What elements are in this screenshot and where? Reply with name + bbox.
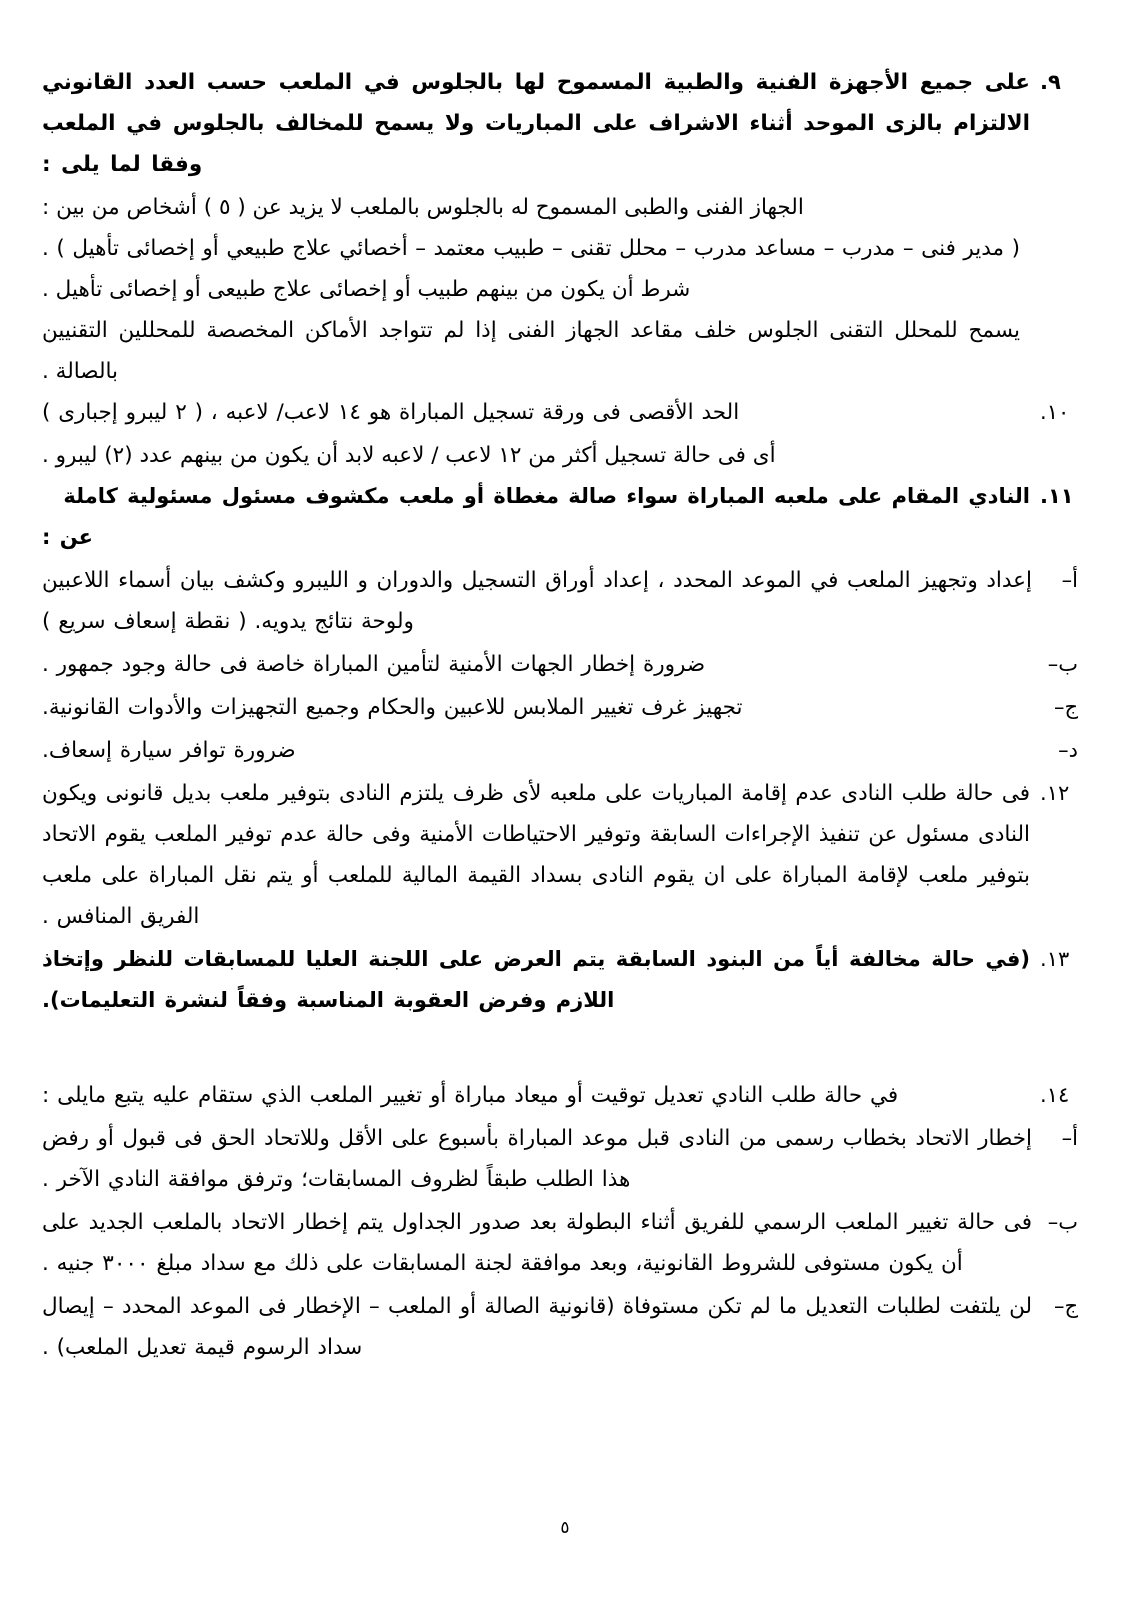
list-item-11-sub-a xyxy=(42,560,1078,642)
list-item-14-sub-b-text: فى حالة تغيير الملعب الرسمي للفريق أثناء البطولة بعد صدور الجداول يتم إخطار الاتحاد بالملعب الجديد على أن يكون مستوفى للشروط القانونية، وبعد موافقة لجنة المسابقات على ذلك مع سداد مبلغ ٣٠٠٠ جنيه . xyxy=(42,1210,1032,1276)
list-item-13 xyxy=(42,939,1078,1021)
list-item-9 xyxy=(42,62,1078,185)
list-item-14-sub-c xyxy=(42,1286,1078,1368)
list-item-14-paragraph: في حالة طلب النادي تعديل توقيت أو ميعاد مباراة أو تغيير الملعب الذي ستقام عليه يتبع مايلى : xyxy=(42,1083,899,1108)
list-item-11-sub-d-letter: د– xyxy=(1058,738,1078,762)
list-item-11-body xyxy=(42,476,1030,558)
list-item-11-sub-b-text: ضرورة إخطار الجهات الأمنية لتأمين المباراة خاصة فى حالة وجود جمهور . xyxy=(42,652,706,677)
list-item-11 xyxy=(42,476,1078,558)
list-item-13-body xyxy=(42,939,1030,1021)
list-item-14-sub-c-letter: ج– xyxy=(1053,1294,1078,1318)
list-item-14-number: ١٤. xyxy=(1040,1083,1070,1107)
list-item-9-paragraph-3: يسمح للمحلل التقنى الجلوس خلف مقاعد الجهاز الفنى إذا لم تتواجد الأماكن المخصصة للمحللين التقنيين بالصالة . xyxy=(42,318,1020,384)
list-item-14-sub-a-letter: أ– xyxy=(1061,1126,1078,1150)
list-item-13-number: ١٣. xyxy=(1040,947,1070,971)
list-item-9-number: ٩. xyxy=(1040,70,1061,94)
list-item-14-sub-a xyxy=(42,1118,1078,1200)
list-item-10-paragraph-2: أى فى حالة تسجيل أكثر من ١٢ لاعب / لاعبه لابد أن يكون من بينهم عدد (٢) ليبرو . xyxy=(42,443,776,468)
list-item-11-sub-a-body xyxy=(42,560,1032,642)
list-item-14-sub-a-text: إخطار الاتحاد بخطاب رسمى من النادى قبل موعد المباراة بأسبوع على الأقل وللاتحاد الحق فى قبول أو رفض هذا الطلب طبقاً لظروف المسابقات؛ وترفق موافقة النادي الآخر . xyxy=(42,1126,1032,1192)
document-body xyxy=(42,62,1078,1368)
list-item-11-heading: النادي المقام على ملعبه المباراة سواء صالة مغطاة أو ملعب مكشوف مسئول مسئولية كاملة عن : xyxy=(42,484,1030,549)
list-item-11-sub-c-text: تجهيز غرف تغيير الملابس للاعبين والحكام وجميع التجهيزات والأدوات القانونية. xyxy=(42,695,743,720)
list-item-11-sub-a-letter: أ– xyxy=(1061,568,1078,592)
list-item-14-sub-b-body xyxy=(42,1202,1032,1284)
list-item-10-number: ١٠. xyxy=(1040,400,1070,424)
list-item-14 xyxy=(42,1075,1078,1116)
list-item-11-sub-b-body xyxy=(42,644,1032,685)
list-item-11-sub-d-body xyxy=(42,730,1032,771)
list-item-14-sub-b-letter: ب– xyxy=(1047,1210,1078,1234)
list-item-9-heading: على جميع الأجهزة الفنية والطبية المسموح لها بالجلوس في الملعب حسب العدد القانوني الالتزام بالزى الموحد أثناء الاشراف على المباريات ولا يسمح للمخالف بالجلوس في الملعب وفقا لما يلى : xyxy=(42,70,1030,177)
list-item-9-paragraph-1: الجهاز الفنى والطبى المسموح له بالجلوس بالملعب لا يزيد عن ( ٥ ) أشخاص من بين : xyxy=(42,195,804,220)
list-item-11-sub-d-text: ضرورة توافر سيارة إسعاف. xyxy=(42,738,296,763)
list-item-11-sub-a-text: إعداد وتجهيز الملعب في الموعد المحدد ، إعداد أوراق التسجيل والدوران و الليبرو وكشف بيان أسماء اللاعبين ولوحة نتائج يدويه. ( نقطة إسعاف سريع ) xyxy=(42,568,1032,634)
list-item-11-sub-c-body xyxy=(42,687,1032,728)
section-spacer xyxy=(42,1023,1078,1075)
list-item-10-body xyxy=(42,392,1030,433)
list-item-11-sub-c xyxy=(42,687,1078,728)
list-item-10 xyxy=(42,392,1078,433)
list-item-11-sub-d xyxy=(42,730,1078,771)
list-item-12-number: ١٢. xyxy=(1040,781,1070,805)
list-item-14-body xyxy=(42,1075,1030,1116)
list-item-11-number: ١١. xyxy=(1040,484,1074,508)
list-item-11-sub-b xyxy=(42,644,1078,685)
list-item-9-paragraph-2: ( مدير فنى – مدرب – مساعد مدرب – محلل تقنى – طبيب معتمد – أخصائي علاج طبيعي أو إخصائى تأهيل ) . شرط أن يكون من بينهم طبيب أو إخصائى علاج طبيعى أو إخصائى تأهيل . xyxy=(42,236,1020,302)
list-item-13-paragraph: (في حالة مخالفة أياً من البنود السابقة يتم العرض على اللجنة العليا للمسابقات للنظر وإتخاذ اللازم وفرض العقوبة المناسبة وفقاً لنشرة التعليمات). xyxy=(42,947,1030,1012)
list-item-12-paragraph: فى حالة طلب النادى عدم إقامة المباريات على ملعبه لأى ظرف يلتزم النادى بتوفير ملعب بديل قانونى ويكون النادى مسئول عن تنفيذ الإجراءات السابقة وتوفير الاحتياطات الأمنية وفى حالة عدم توفير الملعب يقوم الاتحاد بتوفير ملعب لإقامة المباراة على ان يقوم النادى بسداد القيمة المالية للملعب أو يتم نقل المباراة على ملعب الفريق المنافس . xyxy=(42,781,1030,929)
list-item-9-body xyxy=(42,62,1030,185)
list-item-12-body xyxy=(42,773,1030,937)
page-number: ٥ xyxy=(560,1518,570,1538)
list-item-11-sub-b-letter: ب– xyxy=(1047,652,1078,676)
list-item-14-sub-b xyxy=(42,1202,1078,1284)
list-item-14-sub-c-text: لن يلتفت لطلبات التعديل ما لم تكن مستوفاة (قانونية الصالة أو الملعب – الإخطار فى الموعد المحدد – إيصال سداد الرسوم قيمة تعديل الملعب) . xyxy=(42,1294,1032,1360)
list-item-12 xyxy=(42,773,1078,937)
list-item-14-sub-c-body xyxy=(42,1286,1032,1368)
list-item-11-sub-c-letter: ج– xyxy=(1053,695,1078,719)
list-item-14-sub-a-body xyxy=(42,1118,1032,1200)
list-item-10-paragraph-1: الحد الأقصى فى ورقة تسجيل المباراة هو ١٤ لاعب/ لاعبه ، ( ٢ ليبرو إجبارى ) xyxy=(42,400,740,425)
